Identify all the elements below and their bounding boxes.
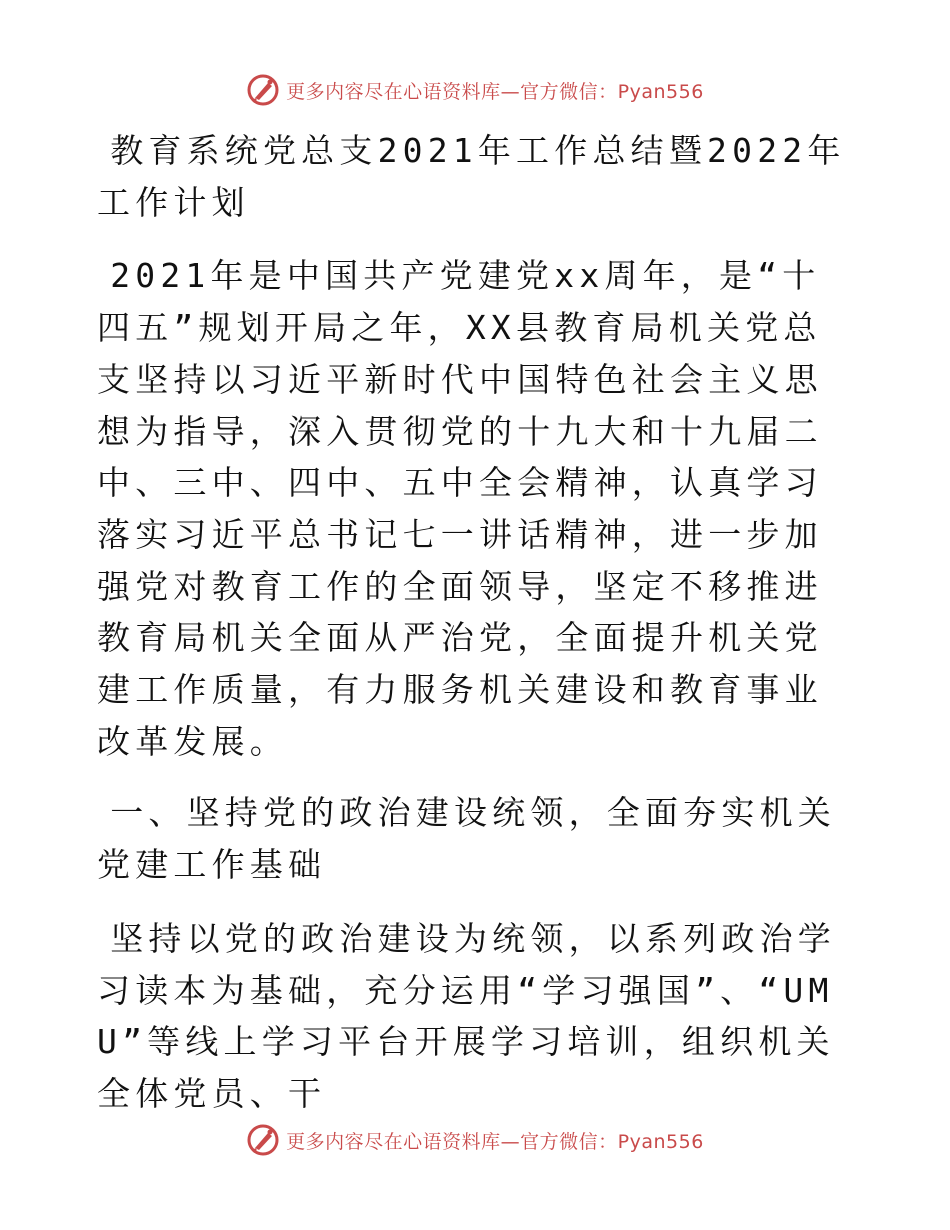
- section-1-paragraph: 坚持以党的政治建设为统领，以系列政治学习读本为基础，充分运用“学习强国”、“UMU”等线上学习平台开展学习培训，组织机关全体党员、干: [97, 918, 836, 1113]
- footer-watermark: [0, 1120, 950, 1160]
- header-watermark: [0, 70, 950, 110]
- quill-pen-seal-icon: [246, 1123, 280, 1157]
- watermark-text: 更多内容尽在心语资料库—官方微信：Pyan556: [286, 80, 704, 103]
- watermark-text: 更多内容尽在心语资料库—官方微信：Pyan556: [286, 1130, 704, 1153]
- document-title: 教育系统党总支2021年工作总结暨2022年工作计划: [97, 131, 846, 222]
- intro-paragraph: 2021年是中国共产党建党xx周年，是“十四五”规划开局之年，XX县教育局机关党总支坚持以习近平新时代中国特色社会主义思想为指导，深入贯彻党的十九大和十九届二中、三中、四中、五中全会精神，认真学习落实习近平总书记七一讲话精神，进一步加强党对教育工作的全面领导，坚定不移推进教育局机关全面从严治党，全面提升机关党建工作质量，有力服务机关建设和教育事业改革发展。: [97, 256, 823, 761]
- section-1-heading: 一、坚持党的政治建设统领，全面夯实机关党建工作基础: [97, 793, 836, 885]
- quill-pen-seal-icon: [246, 73, 280, 107]
- document-body: [97, 125, 857, 1140]
